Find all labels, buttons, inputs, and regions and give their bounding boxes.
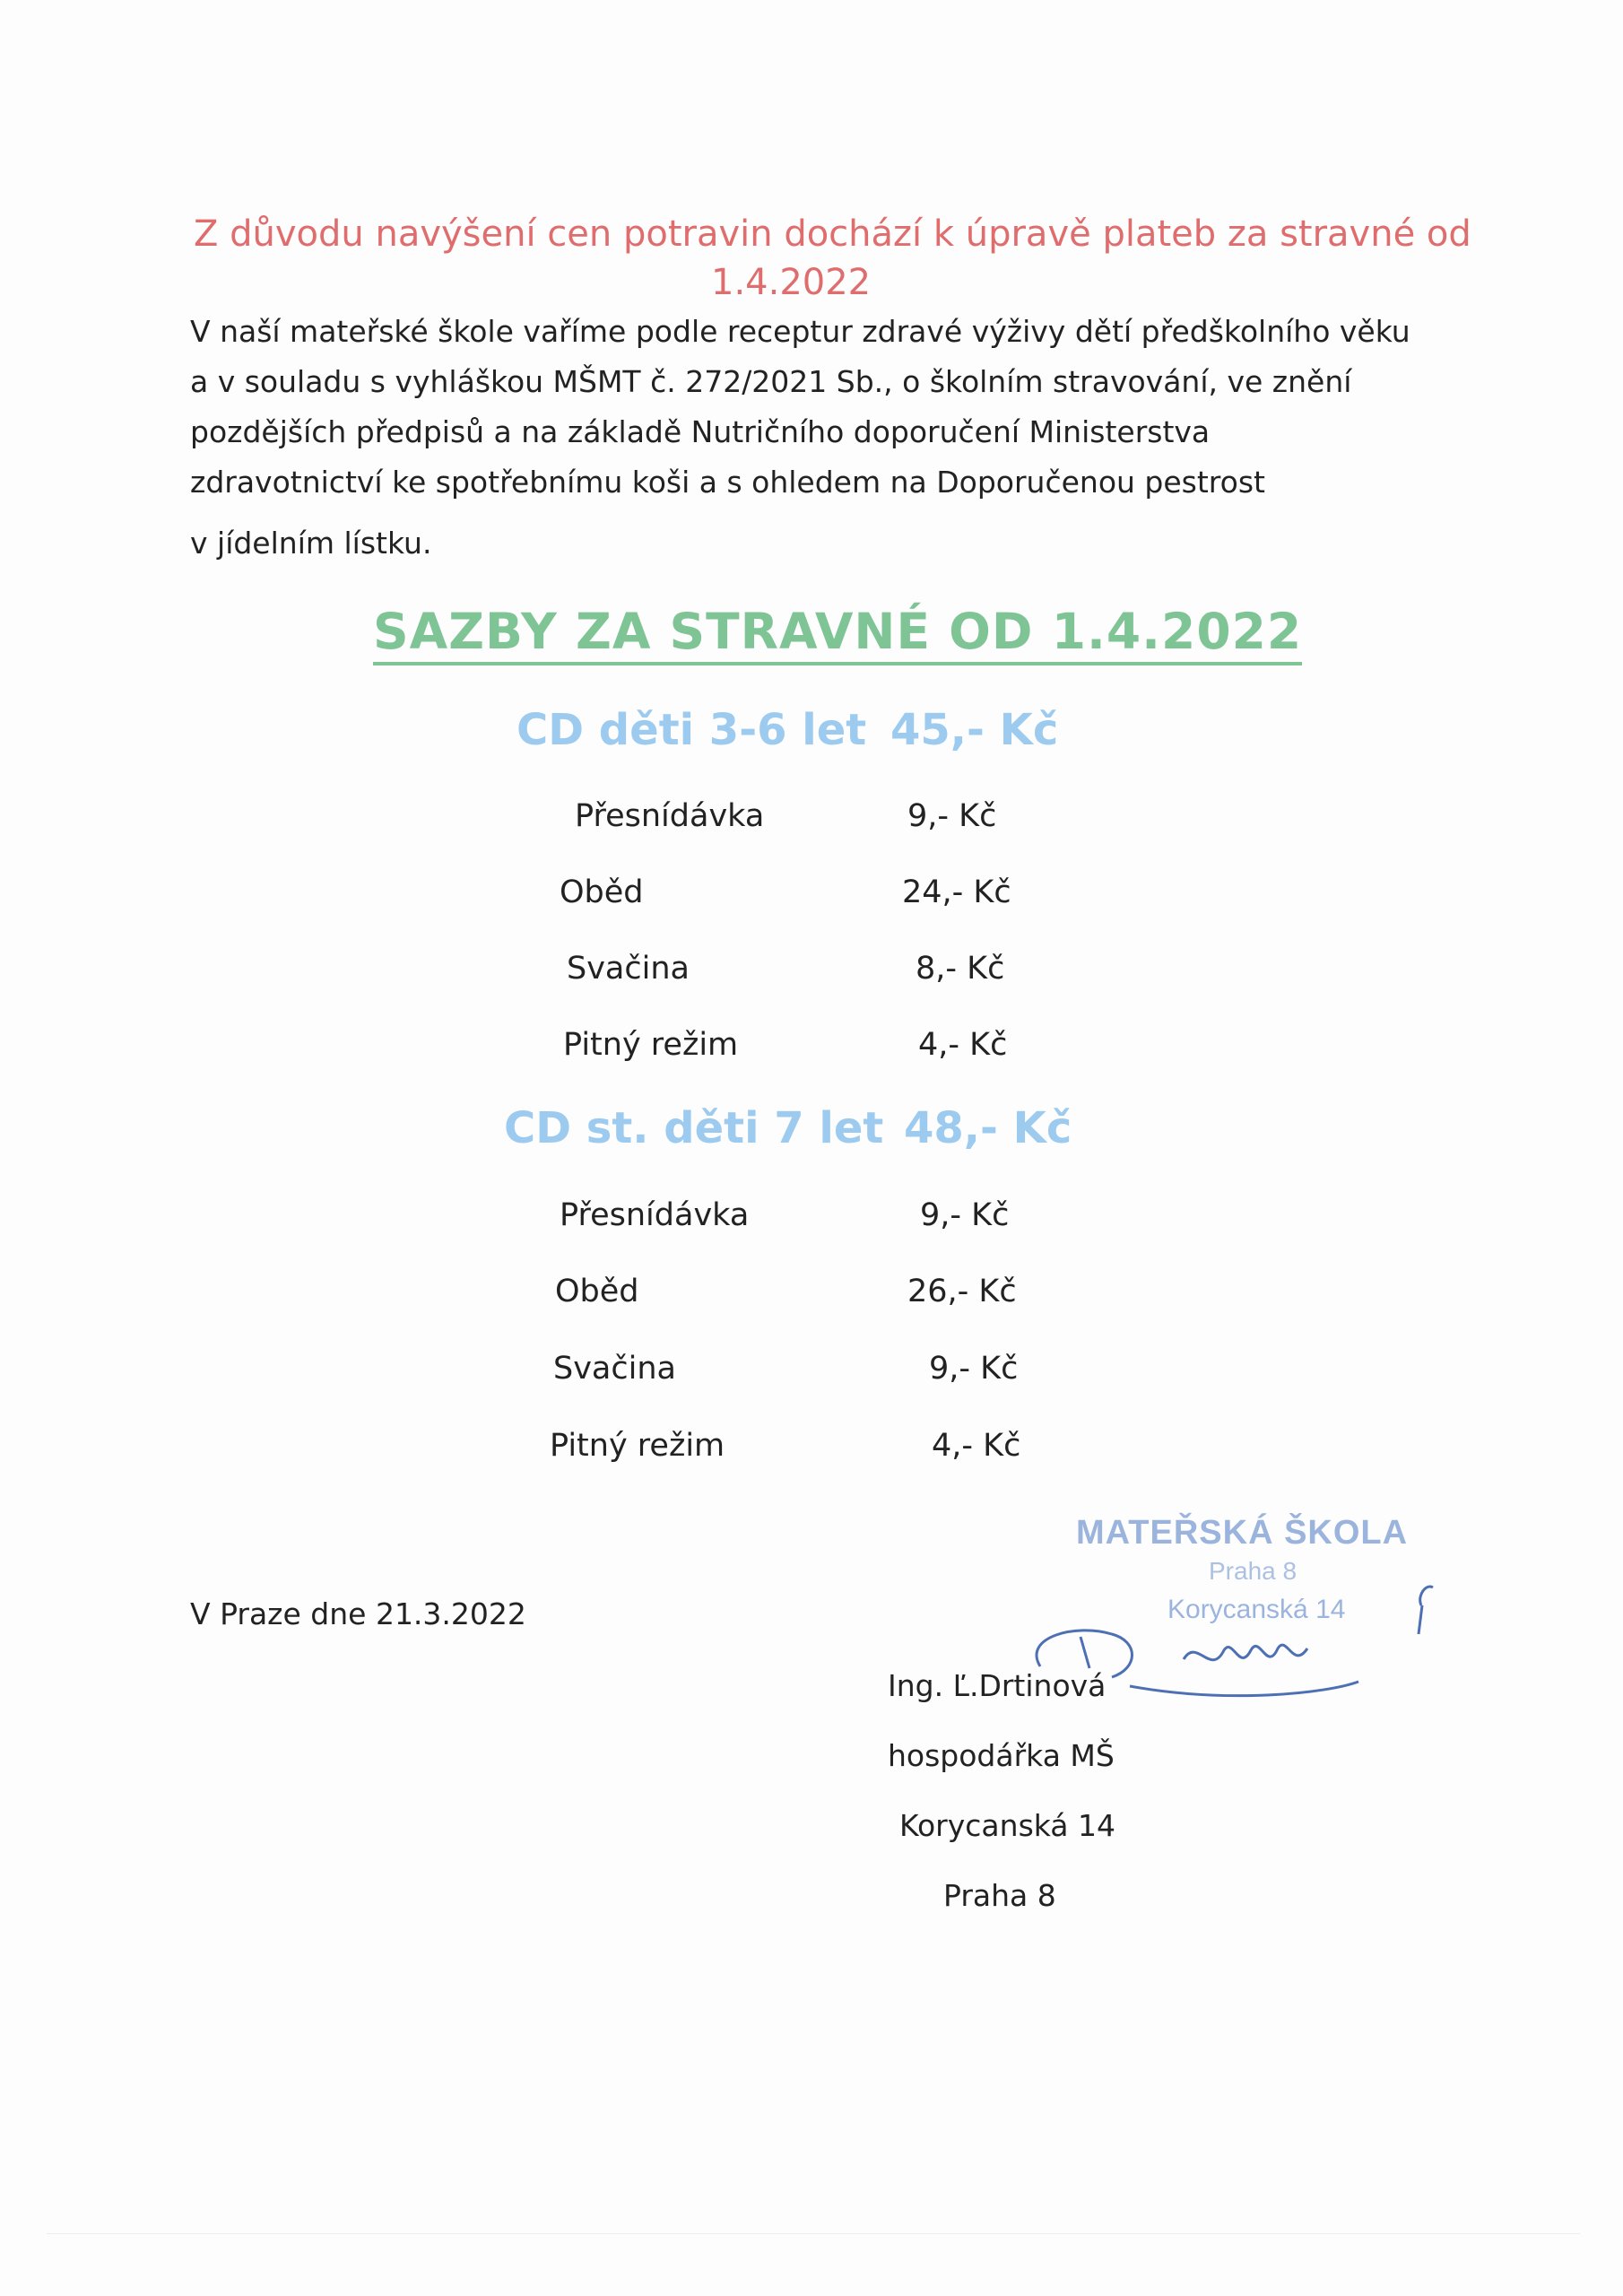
item-price: 24,- Kč [902,874,1011,910]
notice-paragraph-line: a v souladu s vyhláškou MŠMT č. 272/2021 Sb., o školním stravování, ve znění [190,364,1352,399]
notice-paragraph-line: V naší mateřské škole vaříme podle receptur zdravé výživy dětí předškolního věku [190,314,1410,349]
item-price: 9,- Kč [920,1197,1010,1233]
item-name: Přesnídávka [575,798,765,834]
signatory-name: Ing. Ľ.Drtinová [888,1668,1107,1703]
item-name: Oběd [560,874,644,910]
rates-title: SAZBY ZA STRAVNÉ OD 1.4.2022 [373,603,1302,665]
group-total: 45,- Kč [890,705,1059,755]
item-price: 9,- Kč [907,798,997,834]
stamp-line1: MATEŘSKÁ ŠKOLA [1076,1514,1409,1552]
item-name: Přesnídávka [560,1197,750,1233]
item-name: Oběd [555,1274,639,1309]
notice-heading-line2: 1.4.2022 [711,262,872,303]
signatory-city: Praha 8 [943,1878,1056,1913]
notice-paragraph-line: pozdějších předpisů a na základě Nutričního doporučení Ministerstva [190,414,1211,449]
item-price: 26,- Kč [907,1274,1017,1309]
stamp-line3: Korycanská 14 [1167,1595,1346,1624]
item-price: 4,- Kč [932,1428,1021,1464]
group-label: CD st. děti 7 let [504,1103,884,1153]
group-total: 48,- Kč [904,1103,1072,1153]
item-price: 9,- Kč [929,1351,1019,1387]
signatory-role: hospodářka MŠ [888,1738,1115,1773]
scan-edge-line [47,2233,1580,2234]
item-name: Svačina [553,1351,676,1387]
date-place: V Praze dne 21.3.2022 [190,1596,526,1631]
stamp-line2: Praha 8 [1209,1557,1298,1585]
notice-paragraph-line: zdravotnictví ke spotřebnímu koši a s ohledem na Doporučenou pestrost [190,465,1265,500]
item-name: Pitný režim [563,1027,739,1063]
item-name: Svačina [567,951,690,987]
item-name: Pitný režim [550,1428,725,1464]
item-price: 8,- Kč [916,951,1005,987]
notice-heading-line1: Z důvodu navýšení cen potravin dochází k úpravě plateb za stravné od [194,213,1471,255]
group-label: CD děti 3-6 let [516,705,867,755]
signatory-street: Korycanská 14 [899,1808,1115,1843]
notice-paragraph-line: v jídelním lístku. [190,526,432,561]
item-price: 4,- Kč [918,1027,1008,1063]
